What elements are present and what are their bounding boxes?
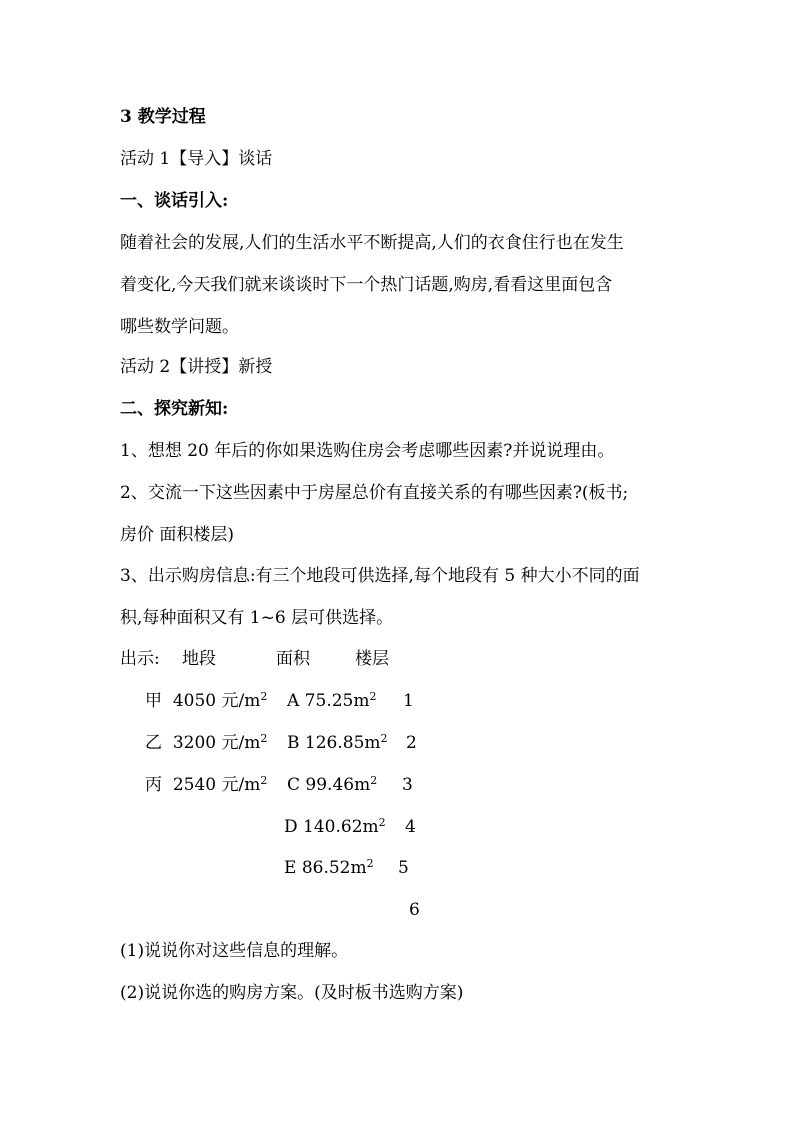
item-1: 1、想想 20 年后的你如果选购住房会考虑哪些因素?并说说理由。 <box>120 441 615 461</box>
floor-option: 3 <box>402 775 413 795</box>
heading-explore: 二、探究新知: <box>120 399 229 419</box>
district-row: 乙 3200 元$/m^2$ <box>145 732 268 753</box>
header-district: 地段 <box>182 649 216 669</box>
floor-option: 5 <box>398 858 409 878</box>
question-2: (2)说说你选的购房方案。(及时板书选购方案) <box>120 983 464 1003</box>
area-option: E $86.52m^2$ <box>284 857 374 878</box>
item-2-line: 房价 面积楼层) <box>120 525 235 545</box>
header-area: 面积 <box>276 649 310 669</box>
floor-option: 4 <box>405 817 416 837</box>
floor-option: 6 <box>409 900 420 920</box>
paragraph-line: 随着社会的发展,人们的生活水平不断提高,人们的衣食住行也在发生 <box>120 233 624 253</box>
area-option: D $140.62m^2$ <box>284 816 386 837</box>
floor-option: 2 <box>406 733 417 753</box>
district-row: 甲 4050 元$/m^2$ <box>145 690 268 711</box>
item-3-line: 3、出示购房信息:有三个地段可供选择,每个地段有 5 种大小不同的面 <box>120 566 640 586</box>
item-2-line: 2、交流一下这些因素中于房屋总价有直接关系的有哪些因素?(板书; <box>120 483 629 503</box>
question-1: (1)说说你对这些信息的理解。 <box>120 941 349 961</box>
item-3-line: 积,每种面积又有 1~6 层可供选择。 <box>120 608 394 628</box>
area-option: B $126.85m^2$ <box>287 732 388 753</box>
activity-2-title: 活动 2【讲授】新授 <box>120 357 273 377</box>
paragraph-line: 着变化,今天我们就来谈谈时下一个热门话题,购房,看看这里面包含 <box>120 275 613 295</box>
header-floor: 楼层 <box>355 649 389 669</box>
floor-option: 1 <box>403 691 414 711</box>
area-option: C $99.46m^2$ <box>287 774 378 795</box>
table-label: 出示: <box>120 649 160 669</box>
area-option: A $75.25m^2$ <box>287 690 377 711</box>
district-row: 丙 2540 元$/m^2$ <box>145 774 268 795</box>
paragraph-line: 哪些数学问题。 <box>120 317 239 337</box>
section-title: 3 教学过程 <box>120 107 206 127</box>
activity-1-title: 活动 1【导入】谈话 <box>120 149 273 169</box>
heading-intro: 一、谈话引入: <box>120 191 229 211</box>
